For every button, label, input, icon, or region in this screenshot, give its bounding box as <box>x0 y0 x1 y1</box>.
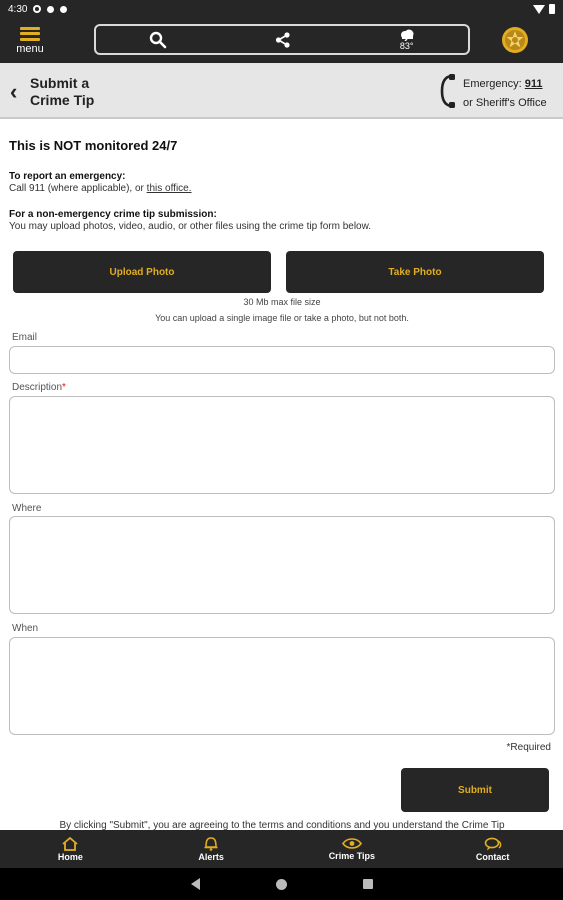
terms-text: By clicking "Submit", you are agreeing to the terms and conditions and you understand the Crime Tip <box>59 820 505 830</box>
status-bar <box>0 0 563 18</box>
report-emergency-text <box>9 183 192 194</box>
nav-alerts[interactable] <box>141 830 282 868</box>
notification-status-icon-2 <box>60 6 67 13</box>
single-upload-note: You can upload a single image file or take a photo, but not both. <box>155 313 409 323</box>
system-nav-bar <box>0 868 563 900</box>
nav-home[interactable] <box>0 830 141 868</box>
file-size-note: 30 Mb max file size <box>243 297 321 307</box>
emergency-info <box>463 75 547 113</box>
phone-icon[interactable] <box>440 74 456 108</box>
email-field[interactable] <box>9 346 555 374</box>
status-time: 4:30 <box>8 3 28 15</box>
nav-crime-tips[interactable] <box>282 830 423 868</box>
required-star: * <box>62 382 66 393</box>
description-field[interactable] <box>9 396 555 494</box>
bottom-nav <box>0 830 563 868</box>
emergency-label: Emergency: <box>463 78 522 90</box>
emergency-number-link[interactable]: 911 <box>524 78 543 90</box>
page-header <box>0 63 563 119</box>
search-button[interactable] <box>149 31 167 49</box>
system-back-icon[interactable] <box>191 878 200 890</box>
share-icon <box>274 31 292 49</box>
chat-icon <box>484 837 502 851</box>
report-emergency-heading: To report an emergency: <box>9 171 126 182</box>
emergency-alt-text: or Sheriff's Office <box>463 97 547 109</box>
menu-label: menu <box>16 42 44 55</box>
report-text: Call 911 (where applicable), or <box>9 183 144 194</box>
search-icon <box>149 31 167 49</box>
nav-alerts-label: Alerts <box>198 852 224 862</box>
battery-icon <box>549 4 555 14</box>
description-label-wrap <box>12 382 66 393</box>
weather-temp: 83° <box>399 40 414 51</box>
weather-button[interactable] <box>399 29 415 51</box>
menu-button[interactable] <box>0 18 60 63</box>
submit-button[interactable]: Submit <box>401 768 549 812</box>
system-recents-icon[interactable] <box>363 879 373 889</box>
system-home-icon[interactable] <box>276 879 287 890</box>
non-emergency-heading: For a non-emergency crime tip submission: <box>9 209 217 220</box>
required-note: *Required <box>506 742 551 753</box>
monitoring-warning: This is NOT monitored 24/7 <box>9 138 178 153</box>
app-bar <box>0 18 563 63</box>
nav-crime-tips-label: Crime Tips <box>328 851 376 861</box>
settings-status-icon <box>33 5 41 13</box>
hamburger-icon <box>20 27 40 41</box>
email-label: Email <box>12 332 38 343</box>
notification-status-icon <box>47 6 54 13</box>
upload-photo-button[interactable]: Upload Photo <box>13 251 271 293</box>
bell-icon <box>203 836 219 851</box>
when-label: When <box>12 623 39 634</box>
take-photo-button[interactable]: Take Photo <box>286 251 544 293</box>
sheriff-badge-logo[interactable] <box>500 25 530 55</box>
where-label: Where <box>12 503 42 514</box>
this-office-link[interactable]: this office. <box>146 183 192 194</box>
back-chevron-icon[interactable]: ‹ <box>10 79 18 104</box>
where-field[interactable] <box>9 516 555 614</box>
eye-icon <box>342 837 362 850</box>
description-label: Description <box>12 382 63 393</box>
nav-contact[interactable] <box>422 830 563 868</box>
share-button[interactable] <box>274 31 292 49</box>
nav-home-label: Home <box>57 851 83 862</box>
non-emergency-text: You may upload photos, video, audio, or other files using the crime tip form below. <box>9 221 372 232</box>
when-field[interactable] <box>9 637 555 735</box>
home-icon <box>61 837 79 851</box>
toolbar-pill <box>94 24 470 55</box>
wifi-icon <box>533 5 545 14</box>
nav-contact-label: Contact <box>475 851 510 862</box>
weather-icon <box>399 29 415 41</box>
page-title: Submit a Crime Tip <box>30 75 95 108</box>
